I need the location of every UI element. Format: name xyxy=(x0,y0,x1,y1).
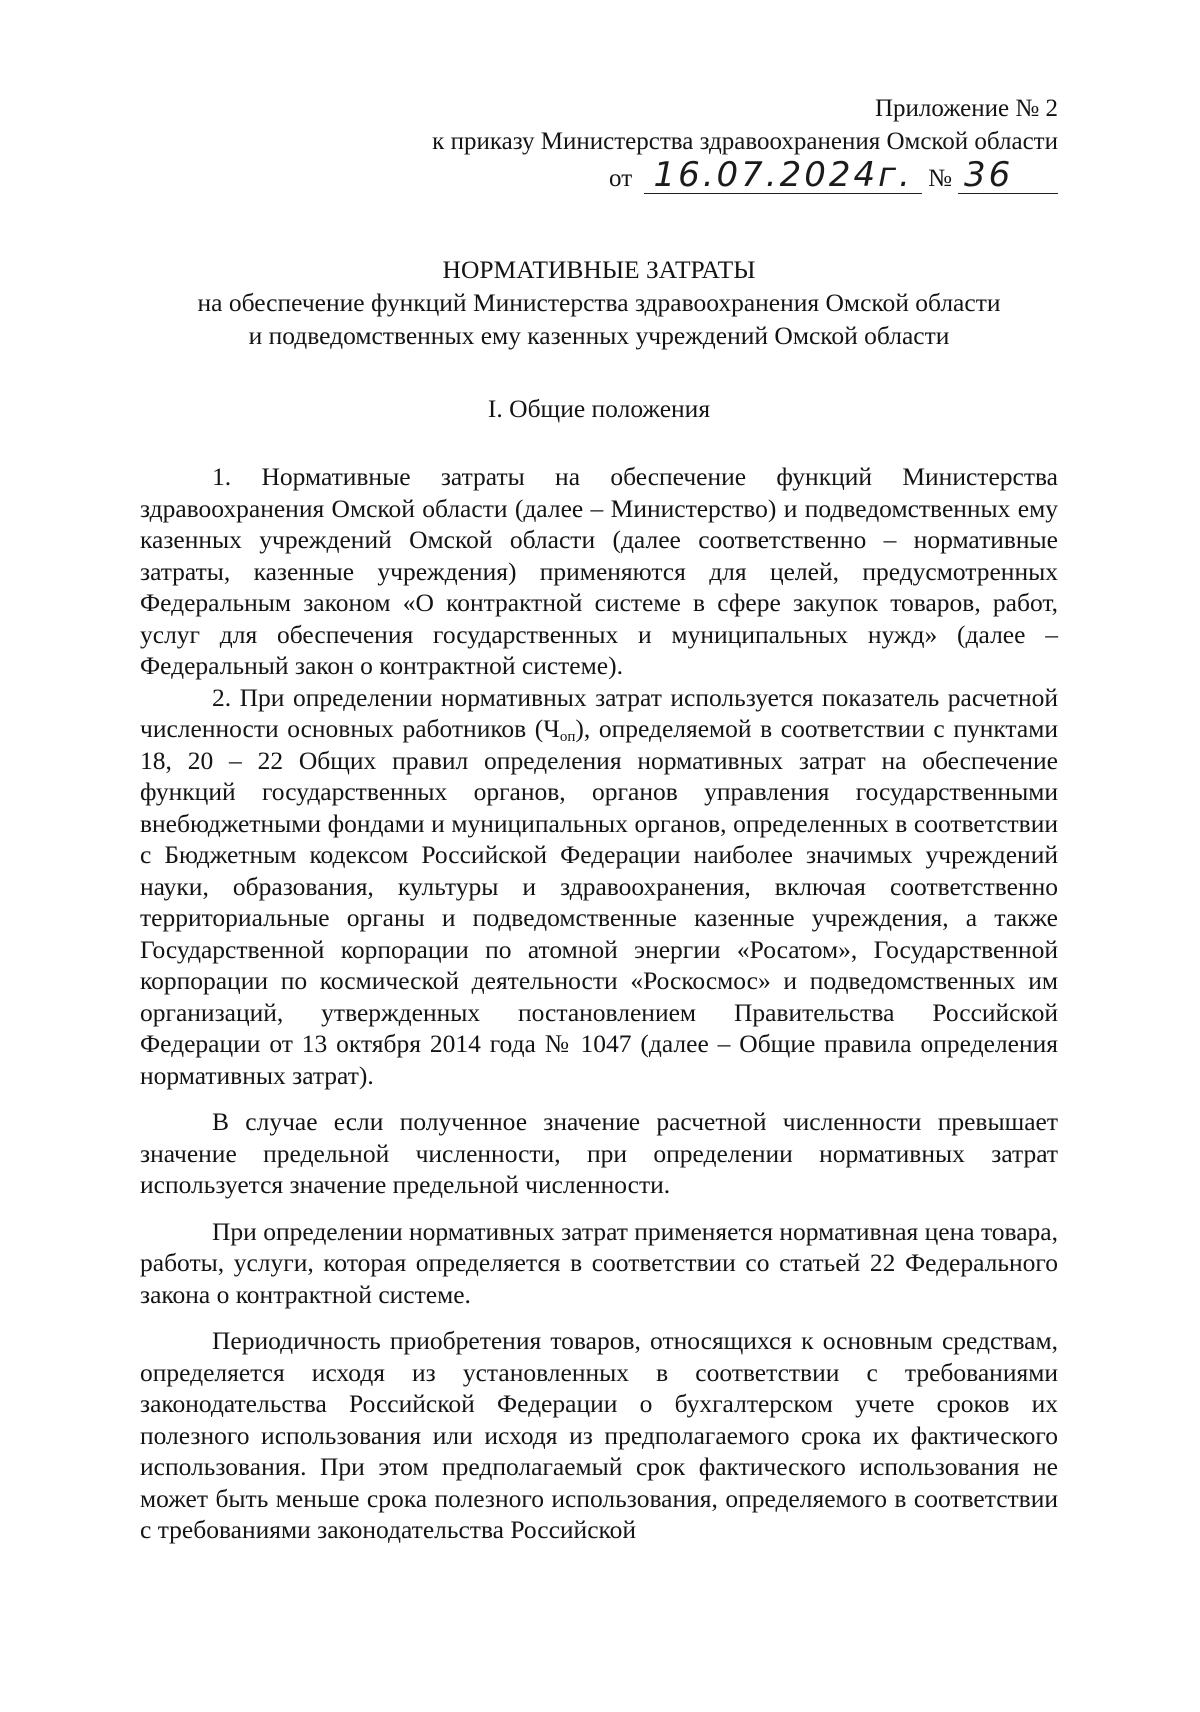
paragraph-2-part-1: 2. При определении нормативных затрат используется показатель расчетной численности основных работников (Ч xyxy=(140,682,1058,743)
section-heading: I. Общие положения xyxy=(487,394,711,423)
appendix-number: Приложение № 2 xyxy=(874,95,1058,122)
paragraph-2-part-2: ), определяемой в соответствии с пунктами 18, 20 – 22 Общих правил определения нормативных затрат на обеспечение функций государственных органов, органов управления государственными внебюджетными фондами и муниципальных органов, определенных в соответствии с Бюджетным кодексом Российской Федерации наиболее значимых учреждений науки, образования, культуры и здравоохранения, включая соответственно территориальные органы и подведомственные казенные учреждения, а также Государственной корпорации по атомной энергии «Росатом», Государственной корпорации по космической деятельности «Роскосмос» и подведомственных им организаций, утвержденных постановлением Правительства Российской Федерации от 13 октября 2014 года № 1047 (далее – Общие правила определения нормативных затрат). xyxy=(140,714,1058,1090)
handwritten-number: 36 xyxy=(958,159,1058,194)
appendix-header xyxy=(140,0,1058,195)
order-reference: к приказу Министерства здравоохранения Омской области xyxy=(432,128,1058,155)
title-line-2: на обеспечение функций Министерства здравоохранения Омской области xyxy=(197,288,1001,317)
document-title xyxy=(140,253,1058,352)
handwritten-date: 16.07.2024г. xyxy=(644,159,922,194)
title-line-3: и подведомственных ему казенных учреждений Омской области xyxy=(248,321,950,350)
paragraph-4: При определении нормативных затрат применяется нормативная цена товара, работы, услуги, которая определяется в соответствии со статьей 22 Федерального закона о контрактной системе. xyxy=(140,1216,1058,1309)
paragraph-5: Периодичность приобретения товаров, относящихся к основным средствам, определяется исходя из установленных в соответствии с требованиями законодательства Российской Федерации о бухгалтерском учете сроков их полезного использования или исходя из предполагаемого срока их фактического использования. При этом предполагаемый срок фактического использования не может быть меньше срока полезного использования, определяемого в соответствии с требованиями законодательства Российской xyxy=(140,1326,1058,1544)
from-label: от xyxy=(609,165,633,192)
document-body xyxy=(140,461,1058,1546)
title-line-1: НОРМАТИВНЫЕ ЗАТРАТЫ xyxy=(442,255,756,284)
number-label: № xyxy=(928,165,952,192)
paragraph-2-subscript: оп xyxy=(559,729,576,745)
order-date-line xyxy=(140,155,1058,195)
paragraph-1: 1. Нормативные затраты на обеспечение функций Министерства здравоохранения Омской области (далее – Министерство) и подведомственных ему казенных учреждений Омской области (далее соответственно – нормативные затраты, казенные учреждения) применяются для целей, предусмотренных Федеральным законом «О контрактной системе в сфере закупок товаров, работ, услуг для обеспечения государственных и муниципальных нужд» (далее – Федеральный закон о контрактной системе). xyxy=(140,462,1058,680)
paragraph-3: В случае если полученное значение расчетной численности превышает значение предельной численности, при определении нормативных затрат используется значение предельной численности. xyxy=(140,1107,1058,1199)
paragraph-2 xyxy=(140,682,1058,1092)
